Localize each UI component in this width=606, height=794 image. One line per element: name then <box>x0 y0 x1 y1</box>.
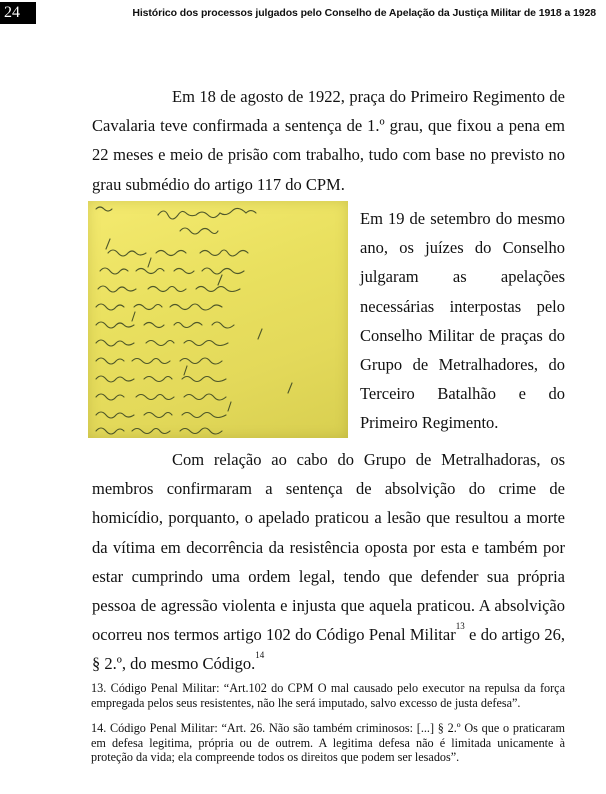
handwriting-scribbles <box>88 201 348 438</box>
footnote-14: 14. Código Penal Militar: “Art. 26. Não são também criminosos: [...] § 2.º Os que o praticaram em defesa legitima, própria ou de outrem. A legitima defesa não é limitada unicamente à proteção da vida; ela compreende todos os direitos que podem ser lesados”. <box>91 721 565 764</box>
footnote-ref-14[interactable]: 14 <box>255 650 265 661</box>
paragraph-2: Em 19 de setembro do mesmo ano, os juízes do Conselho julgaram as apelações necessárias interpostas pelo Conselho Militar de praças do Grupo de Metralhadores, do Terceiro Batalhão e do Primeiro Regimento. <box>360 209 565 433</box>
running-header: Histórico dos processos julgados pelo Conselho de Apelação da Justiça Militar de 1918 a 1928 <box>132 7 596 19</box>
footnotes <box>91 681 565 776</box>
footnote-ref-13[interactable]: 13 <box>455 621 465 632</box>
paragraph-3-text: Com relação ao cabo do Grupo de Metralhadoras, os membros confirmaram a sentença de absolvição do crime de homicídio, porquanto, o apelado praticou a lesão que resultou a morte da vítima em decorrência da resistência oposta por esta e também por estar cumprindo uma ordem legal, tendo que defender sua própria pessoa de agressão violenta e injusta que aquela praticou. A absolvição ocorreu nos termos artigo 102 do Código Penal Militar <box>92 450 565 645</box>
page-number: 24 <box>0 2 36 24</box>
paragraph-3 <box>92 445 565 679</box>
footnote-13: 13. Código Penal Militar: “Art.102 do CPM O mal causado pelo executor na repulsa da força empregada pelos seus resistentes, não lhe será imputado, salvo excesso de justa defesa”. <box>91 681 565 710</box>
paragraph-3-text-continued: e do artigo 26, § 2.º, do mesmo Código. <box>92 625 565 674</box>
paragraph-1: Em 18 de agosto de 1922, praça do Primeiro Regimento de Cavalaria teve confirmada a sentença de 1.º grau, que fixou a pena em 22 meses e meio de prisão com trabalho, tudo com base no previsto no grau submédio do artigo 117 do CPM. <box>92 87 565 194</box>
handwritten-document-image <box>88 201 348 438</box>
